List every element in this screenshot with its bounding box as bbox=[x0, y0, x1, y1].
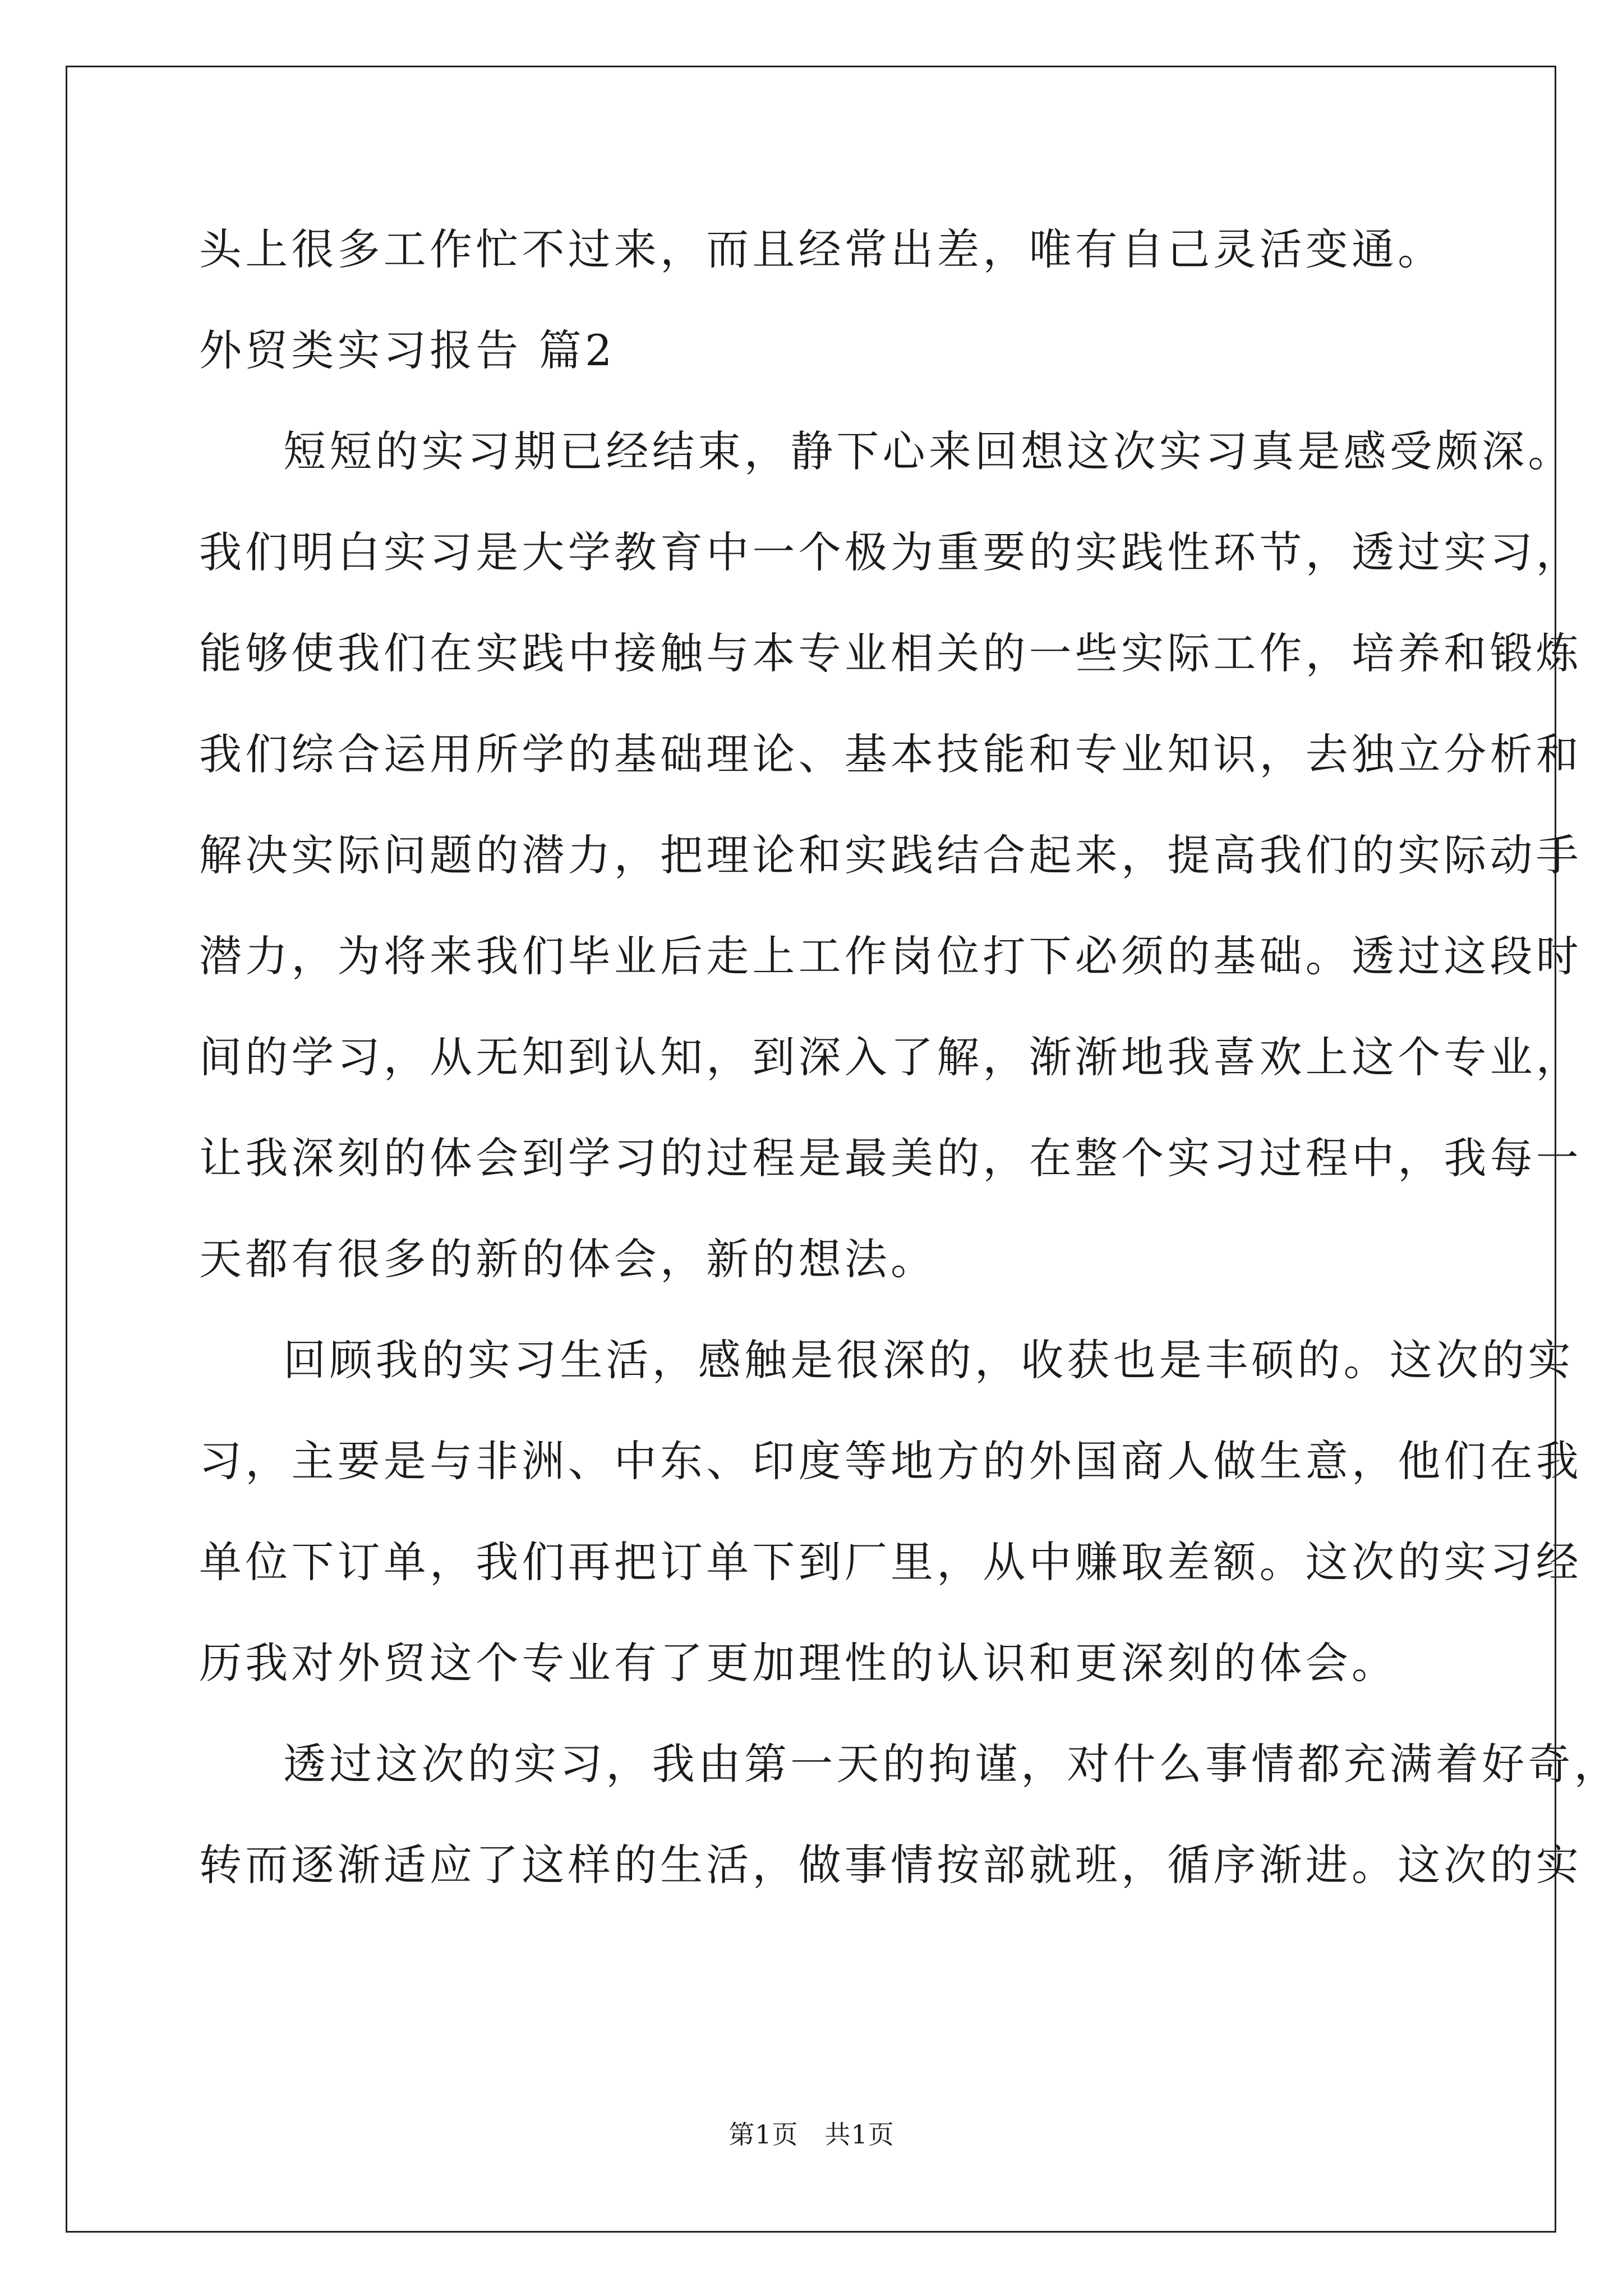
paragraph-line: 短短的实习期已经结束，静下心来回想这次实习真是感受颇深。 bbox=[283, 426, 1574, 476]
paragraph-line: 回顾我的实习生活，感触是很深的，收获也是丰硕的。这次的实 bbox=[283, 1335, 1574, 1385]
paragraph-line: 让我深刻的体会到学习的过程是最美的，在整个实习过程中，我每一 bbox=[199, 1133, 1582, 1183]
paragraph-line: 我们综合运用所学的基础理论、基本技能和专业知识，去独立分析和 bbox=[199, 729, 1582, 779]
paragraph-line: 能够使我们在实践中接触与本专业相关的一些实际工作，培养和锻炼 bbox=[199, 628, 1582, 678]
paragraph-line: 单位下订单，我们再把订单下到厂里，从中赚取差额。这次的实习经 bbox=[199, 1537, 1582, 1587]
paragraph-line: 习，主要是与非洲、中东、印度等地方的外国商人做生意，他们在我 bbox=[199, 1436, 1582, 1486]
paragraph-line: 解决实际问题的潜力，把理论和实践结合起来，提高我们的实际动手 bbox=[199, 830, 1582, 880]
paragraph-line: 转而逐渐适应了这样的生活，做事情按部就班，循序渐进。这次的实 bbox=[199, 1840, 1582, 1890]
paragraph-line: 我们明白实习是大学教育中一个极为重要的实践性环节，透过实习， bbox=[199, 527, 1582, 577]
page-footer: 第1页 共1页 bbox=[728, 2119, 895, 2150]
paragraph-line: 天都有很多的新的体会，新的想法。 bbox=[199, 1234, 937, 1284]
section-heading: 外贸类实习报告 篇2 bbox=[199, 325, 616, 375]
paragraph-line: 间的学习，从无知到认知，到深入了解，渐渐地我喜欢上这个专业， bbox=[199, 1032, 1582, 1082]
paragraph-line: 头上很多工作忙不过来，而且经常出差，唯有自己灵活变通。 bbox=[199, 224, 1444, 274]
paragraph-line: 潜力，为将来我们毕业后走上工作岗位打下必须的基础。透过这段时 bbox=[199, 931, 1582, 981]
paragraph-line: 历我对外贸这个专业有了更加理性的认识和更深刻的体会。 bbox=[199, 1638, 1398, 1688]
paragraph-line: 透过这次的实习，我由第一天的拘谨，对什么事情都充满着好奇， bbox=[283, 1739, 1620, 1789]
